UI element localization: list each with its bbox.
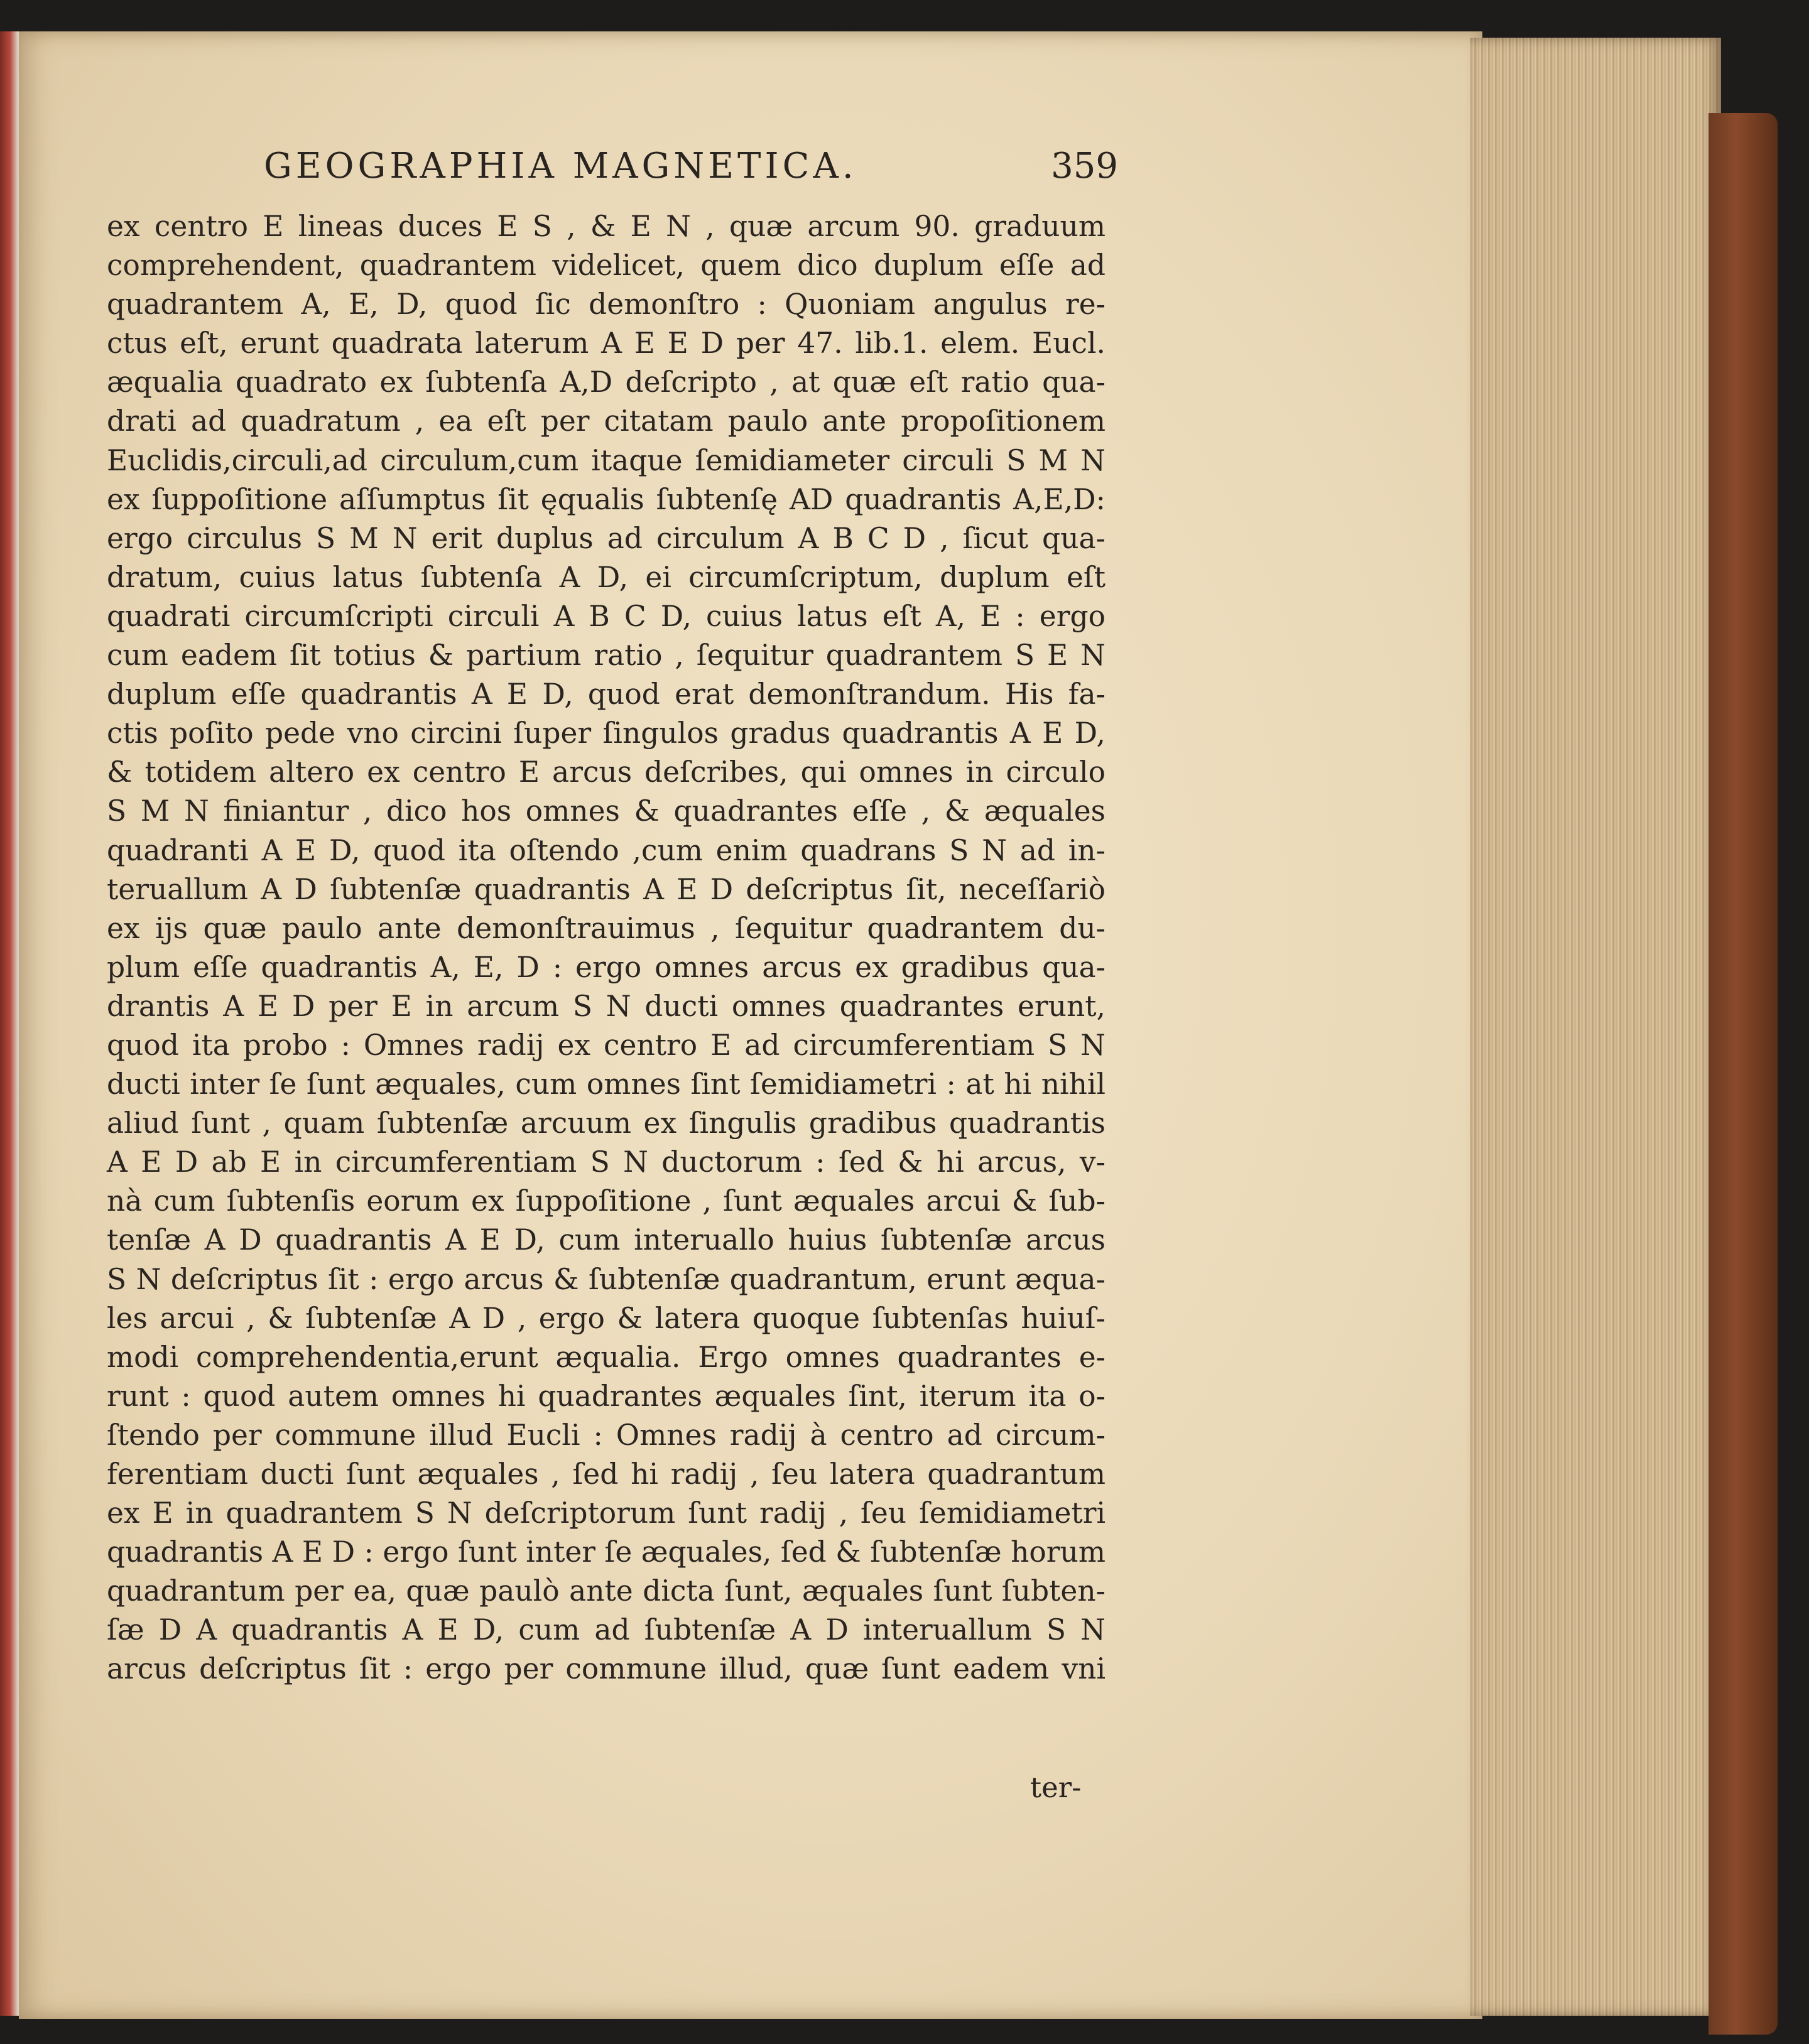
text-line: ſtendo per commune illud Eucli : Omnes radij à centro ad circum- (107, 1418, 1106, 1452)
text-line: drati ad quadratum , ea eſt per citatam paulo ante propoſitionem (107, 404, 1106, 438)
text-line: ergo circulus S M N erit duplus ad circulum A B C D , ſicut qua- (107, 521, 1106, 555)
running-head: GEOGRAPHIA MAGNETICA. (264, 146, 857, 187)
text-line: quadrantis A E D : ergo ſunt inter ſe æquales, ſed & ſubtenſæ horum (107, 1535, 1106, 1569)
text-line: teruallum A D ſubtenſæ quadrantis A E D deſcriptus ſit, neceſſariò (107, 872, 1106, 906)
book-cover-edge (1709, 113, 1778, 2035)
text-line: les arcui , & ſubtenſæ A D , ergo & latera quoque ſubtenſas huiuſ- (107, 1301, 1106, 1335)
page-number: 359 (1051, 146, 1118, 187)
text-line: ex E in quadrantem S N deſcriptorum ſunt radij , ſeu ſemidiametri (107, 1496, 1106, 1530)
text-line: æqualia quadrato ex ſubtenſa A,D deſcripto , at quæ eſt ratio qua- (107, 365, 1106, 399)
text-line: duplum eſſe quadrantis A E D, quod erat demonſtrandum. His fa- (107, 678, 1106, 711)
text-line: & totidem altero ex centro E arcus deſcribes, qui omnes in circulo (107, 755, 1106, 789)
catchword: ter- (1030, 1771, 1082, 1804)
text-line: tenſæ A D quadrantis A E D, cum interuallo huius ſubtenſæ arcus (107, 1223, 1106, 1257)
page-header (264, 141, 1118, 192)
text-line: quadrantum per ea, quæ paulò ante dicta ſunt, æquales ſunt ſubten- (107, 1574, 1106, 1608)
text-line: ex centro E lineas duces E S , & E N , quæ arcum 90. graduum (107, 210, 1106, 243)
text-line: dratum, cuius latus ſubtenſa A D, ei circumſcriptum, duplum eſt (107, 560, 1106, 594)
page-fore-edge (1470, 38, 1721, 2016)
text-line: Euclidis,circuli,ad circulum,cum itaque ſemidiameter circuli S M N (107, 443, 1106, 477)
text-line: quadrati circumſcripti circuli A B C D, cuius latus eſt A, E : ergo (107, 599, 1106, 633)
text-line: cum eadem ſit totius & partium ratio , ſequitur quadrantem S E N (107, 639, 1106, 673)
text-line: ctus eſt, erunt quadrata laterum A E E D per 47. lib.1. elem. Eucl. (107, 327, 1106, 360)
text-line: quadrantem A, E, D, quod ſic demonſtro : Quoniam angulus re- (107, 288, 1106, 322)
text-line: S N deſcriptus ſit : ergo arcus & ſubtenſæ quadrantum, erunt æqua- (107, 1262, 1106, 1296)
text-line: plum eſſe quadrantis A, E, D : ergo omnes arcus ex gradibus qua- (107, 950, 1106, 984)
text-line: arcus deſcriptus ſit : ergo per commune illud, quæ ſunt eadem vni (107, 1652, 1106, 1686)
text-line: runt : quod autem omnes hi quadrantes æquales ſint, iterum ita o- (107, 1379, 1106, 1413)
text-line: A E D ab E in circumferentiam S N ductorum : ſed & hi arcus, v- (107, 1145, 1106, 1179)
text-line: ducti inter ſe ſunt æquales, cum omnes ſint ſemidiametri : at hi nihil (107, 1068, 1106, 1101)
text-line: modi comprehendentia,erunt æqualia. Ergo omnes quadrantes e- (107, 1340, 1106, 1374)
text-line: comprehendent, quadrantem videlicet, quem dico duplum eſſe ad (107, 249, 1106, 283)
text-line: ferentiam ducti ſunt æquales , ſed hi radij , ſeu latera quadrantum (107, 1457, 1106, 1491)
text-line: quadranti A E D, quod ita oſtendo ,cum enim quadrans S N ad in- (107, 833, 1106, 867)
text-line: ctis poſito pede vno circini ſuper ſingulos gradus quadrantis A E D, (107, 716, 1106, 750)
text-line: ex ſuppoſitione aſſumptus ſit ęqualis ſubtenſę AD quadrantis A,E,D: (107, 482, 1106, 516)
text-line: nà cum ſubtenſis eorum ex ſuppoſitione , ſunt æquales arcui & ſub- (107, 1184, 1106, 1218)
text-line: quod ita probo : Omnes radij ex centro E ad circumferentiam S N (107, 1028, 1106, 1062)
text-line: drantis A E D per E in arcum S N ducti omnes quadrantes erunt, (107, 989, 1106, 1023)
text-line: ſæ D A quadrantis A E D, cum ad ſubtenſæ A D interuallum S N (107, 1613, 1106, 1647)
text-line: ex ijs quæ paulo ante demonſtrauimus , ſequitur quadrantem du- (107, 911, 1106, 945)
text-line: aliud ſunt , quam ſubtenſæ arcuum ex ſingulis gradibus quadrantis (107, 1106, 1106, 1140)
text-line: S M N finiantur , dico hos omnes & quadrantes eſſe , & æquales (107, 794, 1106, 828)
body-text (107, 207, 1106, 1689)
